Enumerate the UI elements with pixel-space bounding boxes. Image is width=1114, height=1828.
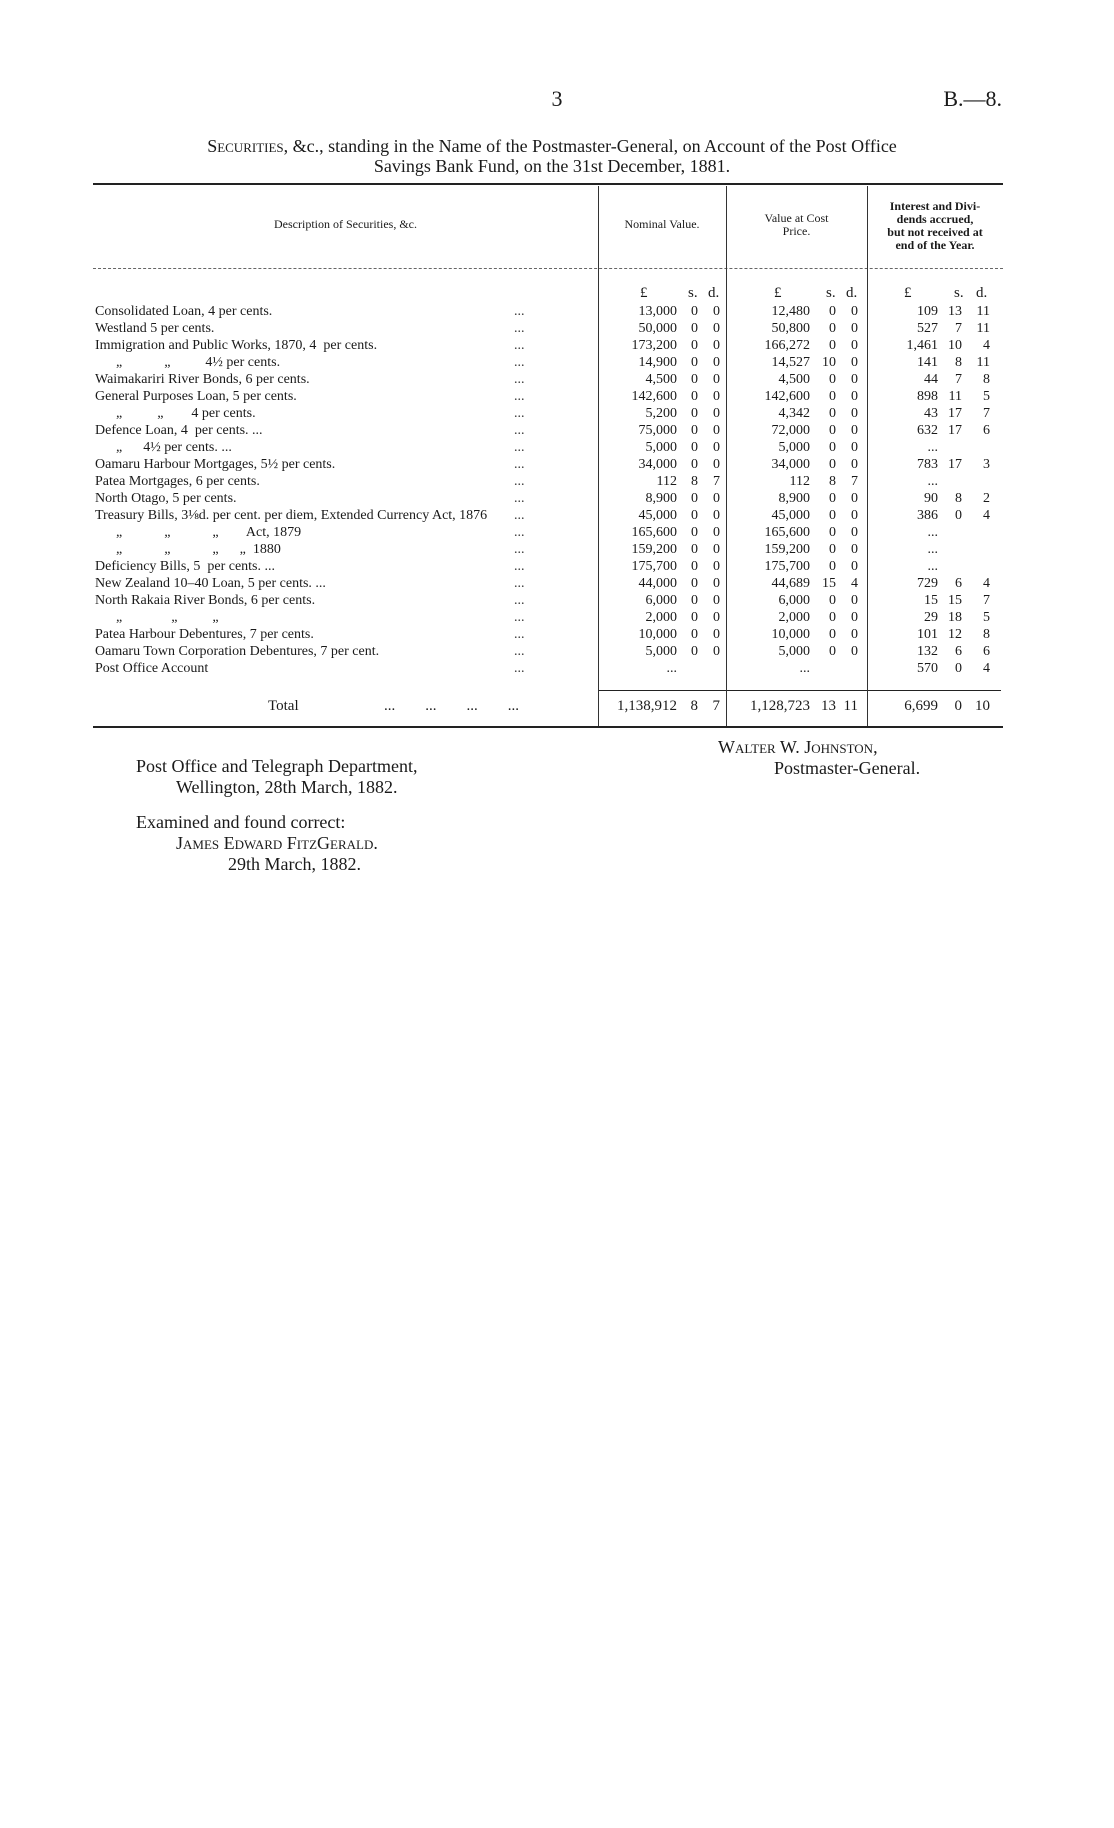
leader-dots: ... — [514, 593, 525, 608]
security-description: „ „ 4 per cents. — [95, 406, 256, 421]
interest-pence: 8 — [983, 372, 990, 387]
unit-pound-interest: £ — [904, 285, 912, 301]
nominal-shillings: 0 — [691, 644, 698, 659]
interest-pounds: ... — [927, 559, 938, 574]
leader-dots: ... — [514, 542, 525, 557]
nominal-pounds: ... — [666, 661, 677, 676]
cost-pence: 0 — [851, 355, 858, 370]
interest-shillings: 8 — [955, 491, 962, 506]
signatory-title: Postmaster-General. — [774, 758, 921, 778]
cost-shillings: 0 — [829, 372, 836, 387]
nominal-shillings: 0 — [691, 457, 698, 472]
cost-pounds: 44,689 — [771, 576, 810, 591]
cost-pounds: 4,500 — [778, 372, 810, 387]
interest-shillings: 12 — [948, 627, 962, 642]
unit-pound-cost: £ — [774, 285, 782, 301]
total-label: Total — [268, 698, 299, 714]
cost-shillings: 0 — [829, 406, 836, 421]
nominal-pence: 0 — [713, 406, 720, 421]
nominal-pounds: 14,900 — [638, 355, 677, 370]
leader-dots: ... — [514, 457, 525, 472]
nominal-shillings: 8 — [691, 474, 698, 489]
header-cost-price: Value at Cost Price. — [764, 211, 829, 238]
nominal-pounds: 44,000 — [638, 576, 677, 591]
interest-pounds: ... — [927, 525, 938, 540]
table-row — [0, 473, 1114, 490]
interest-pounds: 141 — [917, 355, 938, 370]
table-row — [0, 507, 1114, 524]
nominal-pence: 0 — [713, 338, 720, 353]
cost-pence: 7 — [851, 474, 858, 489]
nominal-pence: 0 — [713, 593, 720, 608]
leader-dots: ... — [514, 304, 525, 319]
nominal-pence: 0 — [713, 457, 720, 472]
title-line-2: Savings Bank Fund, on the 31st December, 1881. — [373, 156, 731, 176]
interest-pence: 7 — [983, 593, 990, 608]
security-description: „ 4½ per cents. ... — [95, 440, 232, 455]
interest-shillings: 17 — [948, 423, 962, 438]
cost-shillings: 0 — [829, 440, 836, 455]
interest-pounds: 729 — [917, 576, 938, 591]
table-row — [0, 456, 1114, 473]
security-description: Patea Mortgages, 6 per cents. — [95, 474, 260, 489]
interest-pence: 8 — [983, 627, 990, 642]
interest-shillings: 7 — [955, 321, 962, 336]
nominal-pounds: 2,000 — [645, 610, 677, 625]
interest-pence: 6 — [983, 423, 990, 438]
interest-shillings: 17 — [948, 406, 962, 421]
security-description: New Zealand 10–40 Loan, 5 per cents. ... — [95, 576, 326, 591]
cost-pounds: 165,600 — [764, 525, 810, 540]
nominal-pence: 0 — [713, 610, 720, 625]
security-description: Oamaru Harbour Mortgages, 5½ per cents. — [95, 457, 336, 472]
nominal-pounds: 5,000 — [645, 644, 677, 659]
security-description: Waimakariri River Bonds, 6 per cents. — [95, 372, 310, 387]
total-interest-pence: 10 — [975, 698, 990, 714]
interest-shillings: 6 — [955, 576, 962, 591]
total-nominal-pence: 7 — [712, 698, 720, 714]
signatory-block — [718, 737, 920, 779]
interest-shillings: 13 — [948, 304, 962, 319]
cost-pounds: 45,000 — [771, 508, 810, 523]
table-row — [0, 422, 1114, 439]
security-description: General Purposes Loan, 5 per cents. — [95, 389, 297, 404]
audit-date: 29th March, 1882. — [228, 854, 361, 874]
nominal-pence: 0 — [713, 355, 720, 370]
leader-dots: ... — [514, 406, 525, 421]
nominal-shillings: 0 — [691, 576, 698, 591]
nominal-pence: 0 — [713, 423, 720, 438]
cost-pence: 0 — [851, 542, 858, 557]
cost-shillings: 0 — [829, 491, 836, 506]
unit-d-cost: d. — [846, 285, 858, 301]
table-row — [0, 320, 1114, 337]
interest-pence: 4 — [983, 508, 990, 523]
interest-shillings: 17 — [948, 457, 962, 472]
cost-pence: 0 — [851, 627, 858, 642]
nominal-shillings: 0 — [691, 389, 698, 404]
nominal-pounds: 173,200 — [631, 338, 677, 353]
nominal-shillings: 0 — [691, 508, 698, 523]
title-rest: , &c., standing in the Name of the Postmaster-General, on Account of the Post Office — [283, 136, 897, 156]
interest-pounds: 527 — [917, 321, 938, 336]
nominal-shillings: 0 — [691, 491, 698, 506]
interest-shillings: 18 — [948, 610, 962, 625]
cost-pence: 0 — [851, 610, 858, 625]
cost-pence: 0 — [851, 389, 858, 404]
nominal-pounds: 112 — [656, 474, 677, 489]
interest-shillings: 6 — [955, 644, 962, 659]
signatory-name: Walter W. Johnston, — [718, 737, 878, 757]
interest-pounds: ... — [927, 474, 938, 489]
total-cost-pounds: 1,128,723 — [750, 698, 810, 714]
document-code: B.—8. — [943, 86, 1002, 111]
nominal-shillings: 0 — [691, 610, 698, 625]
cost-pounds: 112 — [789, 474, 810, 489]
title-lead: Securities — [207, 136, 284, 156]
cost-pounds: 142,600 — [764, 389, 810, 404]
security-description: Deficiency Bills, 5 per cents. ... — [95, 559, 276, 574]
cost-shillings: 0 — [829, 389, 836, 404]
table-row — [0, 388, 1114, 405]
unit-s-interest: s. — [954, 285, 964, 301]
total-nominal-pounds: 1,138,912 — [617, 698, 677, 714]
interest-pence: 4 — [983, 661, 990, 676]
interest-shillings: 11 — [948, 389, 962, 404]
total-dots: ... ... ... ... — [384, 698, 519, 714]
nominal-shillings: 0 — [691, 406, 698, 421]
nominal-shillings: 0 — [691, 525, 698, 540]
nominal-pence: 0 — [713, 559, 720, 574]
cost-shillings: 8 — [829, 474, 836, 489]
department-line-2: Wellington, 28th March, 1882. — [176, 777, 398, 797]
header-nominal-value: Nominal Value. — [624, 217, 700, 231]
unit-s-nominal: s. — [688, 285, 698, 301]
nominal-pence: 7 — [713, 474, 720, 489]
table-bottom-rule — [93, 726, 1003, 728]
nominal-shillings: 0 — [691, 627, 698, 642]
security-description: „ „ „ — [95, 610, 219, 625]
nominal-pence: 0 — [713, 525, 720, 540]
cost-pounds: ... — [799, 661, 810, 676]
nominal-pence: 0 — [713, 644, 720, 659]
interest-pounds: 29 — [924, 610, 938, 625]
interest-pence: 5 — [983, 610, 990, 625]
nominal-pounds: 6,000 — [645, 593, 677, 608]
table-row — [0, 439, 1114, 456]
cost-pounds: 12,480 — [771, 304, 810, 319]
cost-shillings: 0 — [829, 457, 836, 472]
leader-dots: ... — [514, 559, 525, 574]
unit-d-interest: d. — [976, 285, 988, 301]
unit-header-row — [0, 285, 1114, 301]
interest-pounds: 15 — [924, 593, 938, 608]
nominal-shillings: 0 — [691, 440, 698, 455]
leader-dots: ... — [514, 627, 525, 642]
cost-pounds: 5,000 — [778, 440, 810, 455]
interest-pounds: 101 — [917, 627, 938, 642]
cost-pence: 0 — [851, 440, 858, 455]
nominal-pence: 0 — [713, 576, 720, 591]
leader-dots: ... — [514, 508, 525, 523]
cost-pounds: 10,000 — [771, 627, 810, 642]
cost-shillings: 0 — [829, 542, 836, 557]
interest-pounds: 898 — [917, 389, 938, 404]
interest-pounds: 109 — [917, 304, 938, 319]
leader-dots: ... — [514, 644, 525, 659]
interest-pence: 4 — [983, 338, 990, 353]
nominal-shillings: 0 — [691, 559, 698, 574]
cost-pounds: 50,800 — [771, 321, 810, 336]
table-row — [0, 558, 1114, 575]
cost-shillings: 0 — [829, 559, 836, 574]
audit-block — [136, 812, 378, 875]
total-cost-pence: 11 — [843, 698, 858, 714]
cost-shillings: 0 — [829, 304, 836, 319]
department-line-1: Post Office and Telegraph Department, — [136, 756, 418, 776]
cost-pounds: 2,000 — [778, 610, 810, 625]
security-description: „ „ 4½ per cents. — [95, 355, 281, 370]
nominal-pence: 0 — [713, 440, 720, 455]
unit-pound-nominal: £ — [640, 285, 648, 301]
cost-pounds: 175,700 — [764, 559, 810, 574]
security-description: Defence Loan, 4 per cents. ... — [95, 423, 263, 438]
cost-pounds: 14,527 — [771, 355, 810, 370]
security-description: North Rakaia River Bonds, 6 per cents. — [95, 593, 316, 608]
cost-pence: 0 — [851, 304, 858, 319]
total-row — [0, 696, 1114, 716]
cost-pence: 0 — [851, 321, 858, 336]
unit-s-cost: s. — [826, 285, 836, 301]
nominal-pounds: 5,200 — [645, 406, 677, 421]
cost-shillings: 0 — [829, 508, 836, 523]
cost-pence: 0 — [851, 423, 858, 438]
interest-pence: 4 — [983, 576, 990, 591]
cost-shillings: 0 — [829, 321, 836, 336]
interest-pounds: ... — [927, 542, 938, 557]
cost-pence: 0 — [851, 559, 858, 574]
leader-dots: ... — [514, 525, 525, 540]
security-description: „ „ „ „ 1880 — [95, 542, 281, 557]
cost-pence: 0 — [851, 508, 858, 523]
interest-pounds: 783 — [917, 457, 938, 472]
cost-shillings: 0 — [829, 525, 836, 540]
security-description: Westland 5 per cents. — [95, 321, 215, 336]
nominal-shillings: 0 — [691, 542, 698, 557]
cost-shillings: 0 — [829, 338, 836, 353]
total-interest-shillings: 0 — [954, 698, 962, 714]
interest-pounds: 632 — [917, 423, 938, 438]
security-description: Consolidated Loan, 4 per cents. — [95, 304, 273, 319]
nominal-shillings: 0 — [691, 423, 698, 438]
cost-pence: 0 — [851, 372, 858, 387]
cost-pounds: 72,000 — [771, 423, 810, 438]
cost-pounds: 166,272 — [764, 338, 810, 353]
unit-d-nominal: d. — [708, 285, 720, 301]
nominal-pence: 0 — [713, 321, 720, 336]
interest-pounds: 44 — [924, 372, 938, 387]
leader-dots: ... — [514, 372, 525, 387]
page-title — [92, 136, 1012, 176]
nominal-pence: 0 — [713, 542, 720, 557]
interest-pence: 7 — [983, 406, 990, 421]
nominal-pence: 0 — [713, 389, 720, 404]
nominal-pounds: 13,000 — [638, 304, 677, 319]
page-number: 3 — [551, 86, 563, 111]
cost-pence: 0 — [851, 491, 858, 506]
audit-statement: Examined and found correct: — [136, 812, 346, 832]
cost-pence: 0 — [851, 593, 858, 608]
cost-shillings: 0 — [829, 610, 836, 625]
cost-shillings: 0 — [829, 423, 836, 438]
leader-dots: ... — [514, 338, 525, 353]
nominal-pounds: 4,500 — [645, 372, 677, 387]
cost-shillings: 0 — [829, 627, 836, 642]
nominal-pence: 0 — [713, 508, 720, 523]
interest-pounds: 132 — [917, 644, 938, 659]
nominal-pounds: 142,600 — [631, 389, 677, 404]
auditor-name: James Edward FitzGerald. — [176, 833, 378, 853]
nominal-pounds: 8,900 — [645, 491, 677, 506]
table-row — [0, 660, 1114, 677]
leader-dots: ... — [514, 440, 525, 455]
security-description: „ „ „ Act, 1879 — [95, 525, 302, 540]
cost-pounds: 4,342 — [778, 406, 810, 421]
security-description: Patea Harbour Debentures, 7 per cents. — [95, 627, 314, 642]
security-description: Oamaru Town Corporation Debentures, 7 per cent. — [95, 644, 380, 659]
security-description: Post Office Account — [95, 661, 209, 676]
interest-shillings: 8 — [955, 355, 962, 370]
nominal-shillings: 0 — [691, 338, 698, 353]
total-cost-shillings: 13 — [821, 698, 836, 714]
leader-dots: ... — [514, 474, 525, 489]
interest-pounds: 1,461 — [906, 338, 938, 353]
nominal-pounds: 5,000 — [645, 440, 677, 455]
security-description: Treasury Bills, 3⅛d. per cent. per diem, Extended Currency Act, 1876 — [95, 508, 488, 523]
nominal-pounds: 165,600 — [631, 525, 677, 540]
table-row — [0, 303, 1114, 320]
table-top-rule — [93, 183, 1003, 185]
cost-pence: 0 — [851, 406, 858, 421]
interest-shillings: 7 — [955, 372, 962, 387]
interest-shillings: 0 — [955, 661, 962, 676]
nominal-pounds: 159,200 — [631, 542, 677, 557]
cost-pounds: 6,000 — [778, 593, 810, 608]
table-row — [0, 371, 1114, 388]
total-top-rule — [598, 690, 1001, 691]
table-row — [0, 643, 1114, 660]
cost-shillings: 10 — [822, 355, 836, 370]
table-row — [0, 575, 1114, 592]
nominal-pounds: 45,000 — [638, 508, 677, 523]
nominal-pence: 0 — [713, 627, 720, 642]
table-row — [0, 609, 1114, 626]
cost-pounds: 34,000 — [771, 457, 810, 472]
leader-dots: ... — [514, 491, 525, 506]
cost-pence: 0 — [851, 525, 858, 540]
total-nominal-shillings: 8 — [690, 698, 698, 714]
leader-dots: ... — [514, 321, 525, 336]
table-row — [0, 541, 1114, 558]
table-row — [0, 626, 1114, 643]
leader-dots: ... — [514, 610, 525, 625]
security-description: Immigration and Public Works, 1870, 4 per cents. — [95, 338, 378, 353]
table-row — [0, 354, 1114, 371]
nominal-shillings: 0 — [691, 593, 698, 608]
table-row — [0, 337, 1114, 354]
cost-shillings: 0 — [829, 644, 836, 659]
interest-pence: 3 — [983, 457, 990, 472]
interest-pounds: 386 — [917, 508, 938, 523]
cost-pounds: 8,900 — [778, 491, 810, 506]
cost-pence: 0 — [851, 338, 858, 353]
header-description: Description of Securities, &c. — [274, 217, 417, 231]
table-row — [0, 524, 1114, 541]
table-row — [0, 490, 1114, 507]
security-description: North Otago, 5 per cents. — [95, 491, 237, 506]
interest-pence: 2 — [983, 491, 990, 506]
interest-pence: 6 — [983, 644, 990, 659]
cost-shillings: 15 — [822, 576, 836, 591]
nominal-pounds: 75,000 — [638, 423, 677, 438]
interest-pence: 11 — [976, 304, 990, 319]
leader-dots: ... — [514, 423, 525, 438]
nominal-shillings: 0 — [691, 355, 698, 370]
interest-pence: 11 — [976, 355, 990, 370]
nominal-shillings: 0 — [691, 304, 698, 319]
interest-pounds: 43 — [924, 406, 938, 421]
department-block — [136, 756, 418, 798]
nominal-shillings: 0 — [691, 321, 698, 336]
leader-dots: ... — [514, 661, 525, 676]
cost-shillings: 0 — [829, 593, 836, 608]
cost-pounds: 5,000 — [778, 644, 810, 659]
total-interest-pounds: 6,699 — [904, 698, 938, 714]
header-interest: Interest and Divi- dends accrued, but not received at end of the Year. — [887, 199, 983, 252]
interest-shillings: 0 — [955, 508, 962, 523]
leader-dots: ... — [514, 389, 525, 404]
table-row — [0, 405, 1114, 422]
nominal-pence: 0 — [713, 304, 720, 319]
nominal-pounds: 34,000 — [638, 457, 677, 472]
interest-pence: 11 — [976, 321, 990, 336]
interest-shillings: 10 — [948, 338, 962, 353]
table-row — [0, 592, 1114, 609]
interest-shillings: 15 — [948, 593, 962, 608]
nominal-pence: 0 — [713, 491, 720, 506]
cost-pence: 4 — [851, 576, 858, 591]
nominal-pounds: 175,700 — [631, 559, 677, 574]
nominal-pounds: 50,000 — [638, 321, 677, 336]
nominal-pence: 0 — [713, 372, 720, 387]
interest-pounds: 570 — [917, 661, 938, 676]
interest-pounds: 90 — [924, 491, 938, 506]
interest-pounds: ... — [927, 440, 938, 455]
cost-pence: 0 — [851, 457, 858, 472]
leader-dots: ... — [514, 355, 525, 370]
cost-pounds: 159,200 — [764, 542, 810, 557]
cost-pence: 0 — [851, 644, 858, 659]
leader-dots: ... — [514, 576, 525, 591]
interest-pence: 5 — [983, 389, 990, 404]
nominal-pounds: 10,000 — [638, 627, 677, 642]
nominal-shillings: 0 — [691, 372, 698, 387]
